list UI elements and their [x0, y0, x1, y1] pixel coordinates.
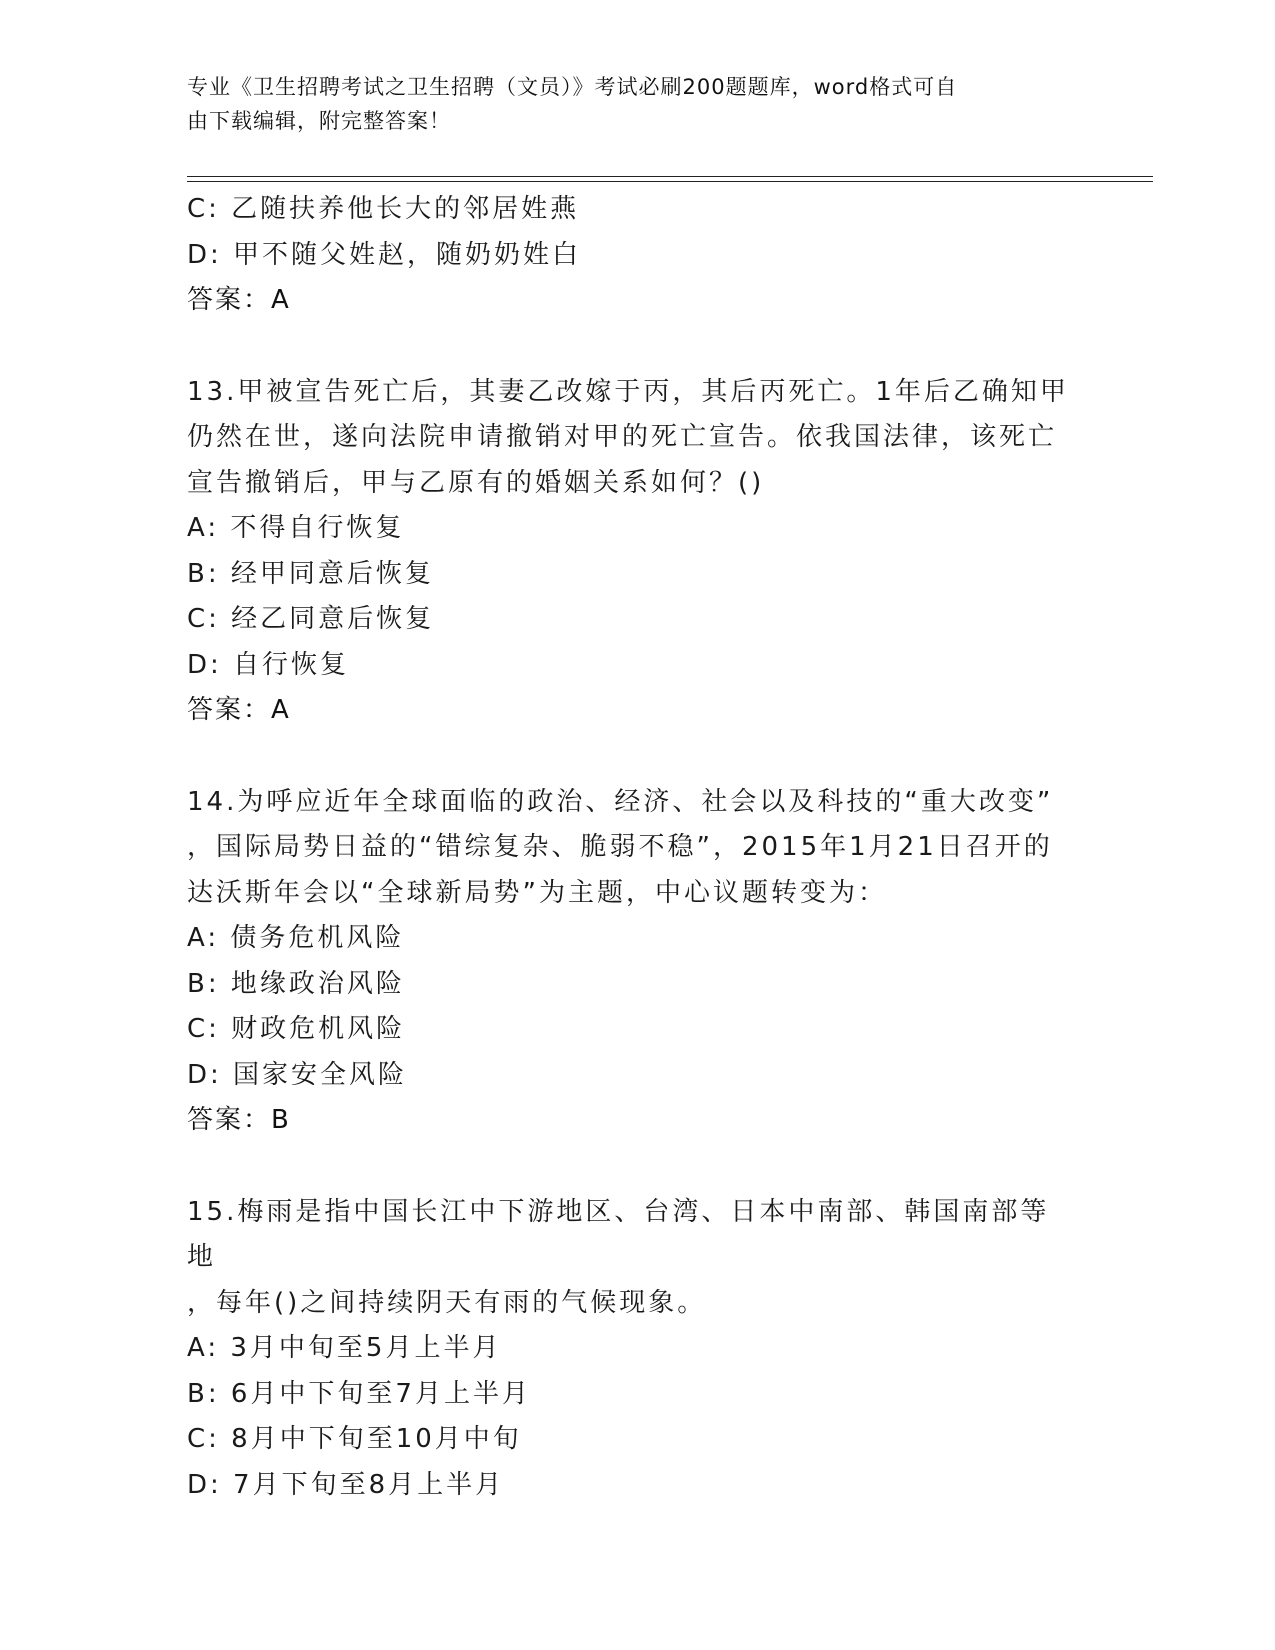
question-stem-line: ，每年()之间持续阴天有雨的气候现象。 — [187, 1287, 707, 1318]
option-b: B: 经甲同意后恢复 — [187, 558, 434, 589]
header-line-2: 由下载编辑，附完整答案！ — [187, 109, 451, 133]
header-rule-bottom — [187, 181, 1153, 182]
spacer — [187, 734, 1077, 780]
question-14 — [187, 780, 1077, 1144]
question-stem-line: 仍然在世，遂向法院申请撤销对甲的死亡宣告。依我国法律，该死亡 — [187, 422, 1058, 452]
option-b: B: 地缘政治风险 — [187, 968, 405, 999]
spacer — [187, 324, 1077, 370]
document-header — [187, 70, 1067, 138]
option-d: D: 自行恢复 — [187, 649, 350, 680]
header-rule-top — [187, 176, 1153, 177]
option-c: C: 财政危机风险 — [187, 1014, 406, 1044]
option-c: C: 8月中下旬至10月中旬 — [187, 1424, 522, 1454]
option-b: B: 6月中下旬至7月上半月 — [187, 1378, 531, 1409]
prev-question-block — [187, 187, 1077, 324]
spacer — [187, 1144, 1077, 1190]
question-stem-line: 14.为呼应近年全球面临的政治、经济、社会以及科技的“重大改变” — [187, 786, 1054, 817]
question-stem-line: 13.甲被宣告死亡后，其妻乙改嫁于丙，其后丙死亡。1年后乙确知甲 — [187, 376, 1069, 407]
option-d: D: 7月下旬至8月上半月 — [187, 1469, 505, 1500]
option-d: D: 甲不随父姓赵，随奶奶姓白 — [187, 239, 582, 270]
option-d: D: 国家安全风险 — [187, 1059, 408, 1090]
answer-line: 答案：B — [187, 1105, 291, 1135]
answer-line: 答案：A — [187, 285, 291, 315]
question-content — [187, 187, 1077, 1508]
option-a: A: 不得自行恢复 — [187, 513, 405, 543]
question-15 — [187, 1190, 1077, 1509]
answer-line: 答案：A — [187, 695, 291, 725]
question-13 — [187, 370, 1077, 734]
option-c: C: 乙随扶养他长大的邻居姓燕 — [187, 194, 580, 224]
question-stem-line: ，国际局势日益的“错综复杂、脆弱不稳”，2015年1月21日召开的 — [187, 832, 1053, 862]
option-a: A: 3月中旬至5月上半月 — [187, 1333, 502, 1363]
question-stem-line: 宣告撤销后，甲与乙原有的婚姻关系如何？() — [187, 467, 765, 498]
option-c: C: 经乙同意后恢复 — [187, 604, 435, 634]
header-line-1: 专业《卫生招聘考试之卫生招聘（文员）》考试必刷200题题库，word格式可自 — [187, 75, 958, 99]
question-stem-line: 达沃斯年会以“全球新局势”为主题，中心议题转变为： — [187, 877, 887, 908]
question-stem-line: 15.梅雨是指中国长江中下游地区、台湾、日本中南部、韩国南部等地 — [187, 1196, 1050, 1272]
option-a: A: 债务危机风险 — [187, 923, 405, 953]
